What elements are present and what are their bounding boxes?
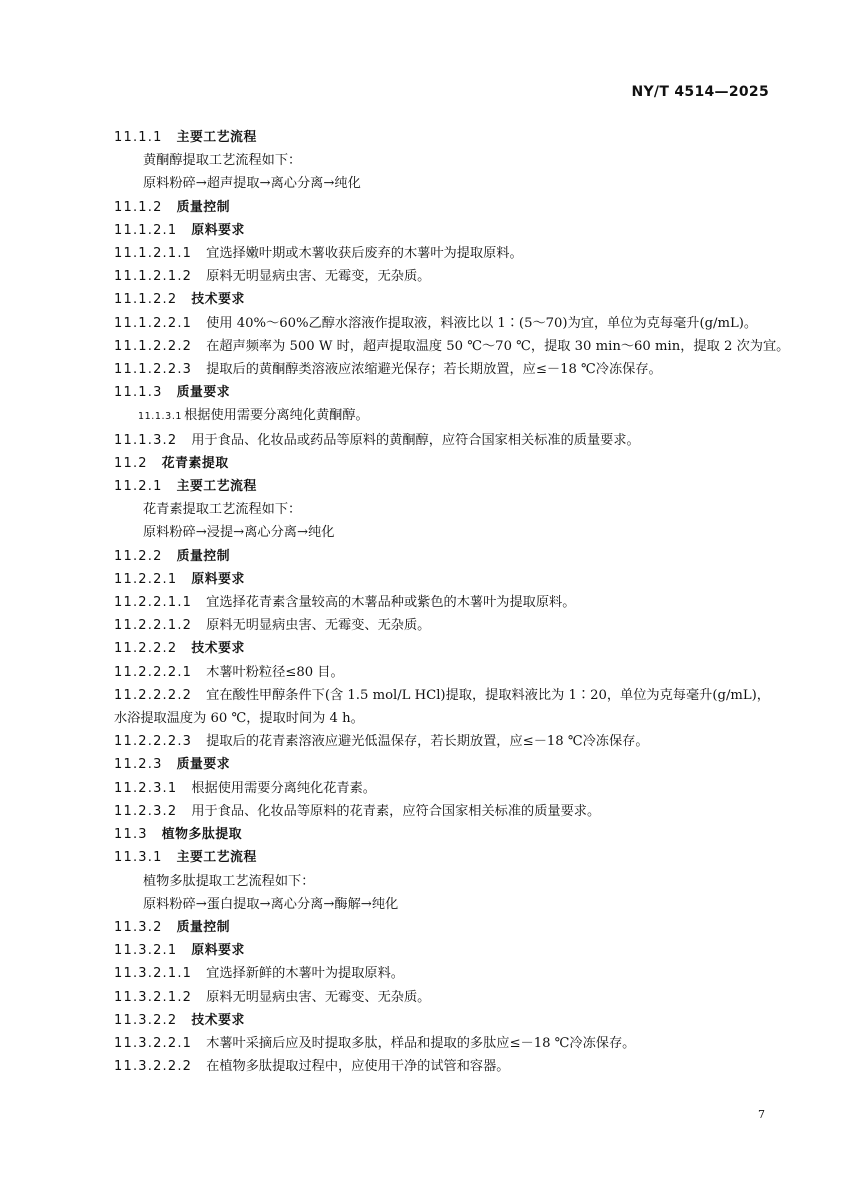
clause-number: 11.1.3.2 — [114, 432, 178, 448]
clause-text: 在超声频率为 500 W 时，超声提取温度 50 ℃～70 ℃，提取 30 min～60 min，提取 2 次为宜。 — [206, 338, 790, 354]
heading-text: 原料要求 — [191, 222, 245, 238]
clause-number: 11.2.2.2.2 — [114, 687, 193, 703]
clause-line — [114, 591, 770, 614]
clause-number: 11.2.2.2 — [114, 641, 178, 657]
clause-line — [114, 498, 770, 521]
heading-text: 主要工艺流程 — [176, 130, 257, 145]
clause-line — [114, 242, 770, 265]
clause-line — [114, 730, 770, 753]
clause-number: 11.2.2.2.3 — [114, 734, 193, 750]
document-body — [114, 126, 790, 1078]
clause-line — [114, 521, 770, 544]
clause-text: 花青素提取工艺流程如下： — [143, 502, 302, 518]
clause-line — [114, 962, 770, 985]
heading-text: 质量控制 — [176, 199, 231, 215]
clause-number: 11.3.2.2 — [114, 1012, 178, 1028]
clause-number: 11.2.2 — [114, 548, 163, 564]
page-number: 7 — [758, 1108, 765, 1121]
clause-text: 宜选择嫩叶期或木薯收获后废弃的木薯叶为提取原料。 — [206, 246, 523, 262]
clause-text: 用于食品、化妆品或药品等原料的黄酮醇，应符合国家相关标准的质量要求。 — [191, 432, 640, 448]
clause-text: 原料粉碎→蛋白提取→离心分离→酶解→纯化 — [143, 896, 399, 912]
clause-number: 11.3.2 — [114, 919, 163, 935]
clause-number: 11.2.2.1 — [114, 571, 178, 587]
clause-number: 11.3 — [114, 827, 148, 843]
heading-text: 植物多肽提取 — [161, 827, 243, 843]
clause-line — [114, 429, 770, 452]
clause-text: 根据使用需要分离纯化花青素。 — [191, 780, 376, 796]
section-heading — [114, 916, 770, 939]
clause-line — [114, 986, 770, 1009]
clause-line — [114, 149, 770, 172]
clause-text: 原料无明显病虫害、无霉变，无杂质。 — [206, 269, 431, 285]
clause-number: 11.1.2.2.2 — [114, 338, 193, 354]
heading-text: 技术要求 — [191, 1012, 245, 1028]
clause-text: 根据使用需要分离纯化黄酮醇。 — [184, 408, 369, 424]
section-heading — [114, 475, 770, 498]
clause-line — [114, 614, 770, 637]
clause-text: 木薯叶采摘后应及时提取多肽，样品和提取的多肽应≤－18 ℃冷冻保存。 — [206, 1035, 636, 1051]
heading-text: 花青素提取 — [161, 455, 229, 471]
heading-text: 技术要求 — [191, 641, 245, 657]
section-heading — [114, 1009, 770, 1032]
clause-number: 11.2.2.1.2 — [114, 618, 193, 634]
clause-line — [114, 870, 770, 893]
clause-text: 在植物多肽提取过程中，应使用干净的试管和容器。 — [206, 1059, 510, 1075]
clause-number: 11.2.2.1.1 — [114, 595, 193, 611]
clause-text: 提取后的花青素溶液应避光低温保存，若长期放置，应≤－18 ℃冷冻保存。 — [206, 734, 649, 750]
clause-number: 11.1.2.1.1 — [114, 246, 193, 262]
section-heading — [114, 452, 770, 475]
clause-line — [114, 800, 770, 823]
document-code: NY/T 4514—2025 — [631, 84, 769, 100]
section-heading — [114, 126, 770, 149]
section-heading — [114, 753, 770, 776]
clause-text: 原料无明显病虫害、无霉变、无杂质。 — [206, 989, 431, 1005]
section-heading — [114, 823, 770, 846]
section-heading — [114, 637, 770, 660]
clause-text: 宜选择新鲜的木薯叶为提取原料。 — [206, 966, 404, 982]
heading-text: 质量控制 — [176, 919, 231, 935]
clause-line — [114, 312, 770, 335]
clause-text: 宜在酸性甲醇条件下(含 1.5 mol/L HCl)提取，提取料液比为 1∶20，单位为克每毫升(g/mL)，水浴提取温度为 60 ℃，提取时间为 4 h。 — [114, 687, 770, 727]
clause-line — [114, 335, 790, 358]
heading-text: 主要工艺流程 — [176, 850, 257, 866]
heading-text: 原料要求 — [191, 943, 245, 959]
clause-number: 11.1.2 — [114, 199, 163, 215]
clause-text: 原料无明显病虫害、无霉变、无杂质。 — [206, 618, 431, 634]
clause-number: 11.1.2.1 — [114, 222, 178, 238]
clause-number: 11.1.3.1 — [138, 411, 183, 423]
clause-number: 11.2.3.1 — [114, 780, 178, 796]
clause-line — [114, 172, 770, 195]
clause-text: 提取后的黄酮醇类溶液应浓缩避光保存；若长期放置，应≤－18 ℃冷冻保存。 — [206, 362, 662, 378]
section-heading — [114, 381, 770, 404]
clause-text: 原料粉碎→超声提取→离心分离→纯化 — [143, 176, 361, 192]
section-heading — [114, 288, 770, 311]
clause-line — [114, 661, 770, 684]
clause-line — [114, 684, 770, 730]
clause-number: 11.2.1 — [114, 479, 163, 495]
clause-text: 用于食品、化妆品等原料的花青素，应符合国家相关标准的质量要求。 — [191, 803, 601, 819]
section-heading — [114, 939, 770, 962]
clause-number: 11.2 — [114, 455, 148, 471]
clause-line — [114, 1055, 770, 1078]
clause-number: 11.3.2.1 — [114, 943, 178, 959]
clause-text: 黄酮醇提取工艺流程如下： — [143, 153, 302, 169]
clause-number: 11.3.2.2.1 — [114, 1035, 193, 1051]
clause-text: 使用 40%～60%乙醇水溶液作提取液，料液比以 1∶(5～70)为宜，单位为克每毫升(g/mL)。 — [206, 315, 758, 331]
clause-number: 11.1.1 — [114, 130, 163, 145]
clause-line — [114, 358, 770, 381]
clause-number: 11.1.2.1.2 — [114, 269, 193, 285]
heading-text: 技术要求 — [191, 292, 245, 308]
clause-number: 11.2.3 — [114, 757, 163, 773]
clause-number: 11.3.1 — [114, 850, 163, 866]
clause-number: 11.1.2.2 — [114, 292, 178, 308]
clause-line — [114, 777, 770, 800]
section-heading — [114, 568, 770, 591]
heading-text: 主要工艺流程 — [176, 479, 257, 495]
clause-number: 11.3.2.1.1 — [114, 966, 193, 982]
clause-number: 11.3.2.2.2 — [114, 1059, 193, 1075]
clause-line — [114, 1032, 770, 1055]
section-heading — [114, 196, 770, 219]
clause-text: 植物多肽提取工艺流程如下： — [143, 873, 315, 889]
clause-number: 11.1.3 — [114, 385, 163, 401]
clause-line — [114, 265, 770, 288]
clause-number: 11.2.3.2 — [114, 803, 178, 819]
clause-line — [114, 404, 770, 428]
clause-number: 11.3.2.1.2 — [114, 989, 193, 1005]
heading-text: 原料要求 — [191, 571, 245, 587]
clause-text: 木薯叶粉粒径≤80 目。 — [206, 664, 344, 680]
clause-number: 11.1.2.2.1 — [114, 315, 193, 331]
section-heading — [114, 219, 770, 242]
section-heading — [114, 545, 770, 568]
heading-text: 质量要求 — [176, 385, 231, 401]
heading-text: 质量控制 — [176, 548, 231, 564]
clause-text: 宜选择花青素含量较高的木薯品种或紫色的木薯叶为提取原料。 — [206, 595, 576, 611]
heading-text: 质量要求 — [176, 757, 231, 773]
clause-line — [114, 893, 770, 916]
section-heading — [114, 846, 770, 869]
clause-text: 原料粉碎→浸提→离心分离→纯化 — [143, 525, 335, 541]
clause-number: 11.1.2.2.3 — [114, 362, 193, 378]
clause-number: 11.2.2.2.1 — [114, 664, 193, 680]
